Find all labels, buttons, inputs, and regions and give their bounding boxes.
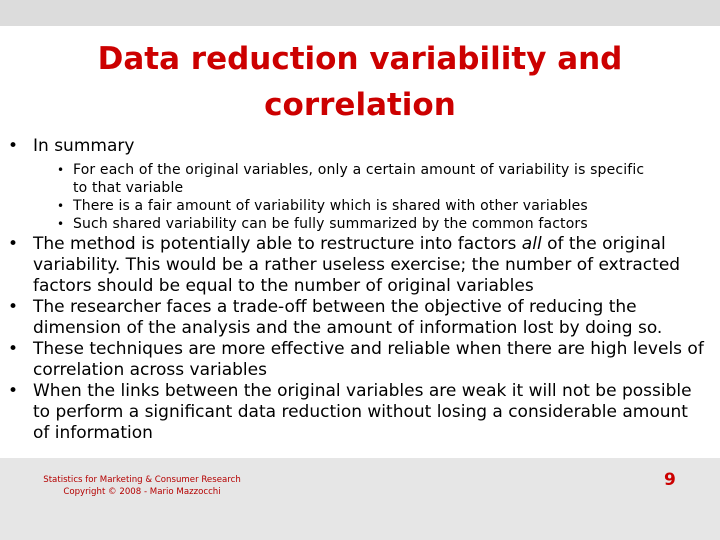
slide [0, 26, 720, 540]
bullet-text: In summary [33, 136, 135, 156]
footer-band [0, 458, 720, 540]
bullet-icon: • [8, 339, 19, 359]
sub-bullet-list [57, 161, 657, 233]
bullet-text-part: of the original variability. This would be a rather useless exercise; the number of extracted factors should be equal to the number of original variables [33, 234, 681, 296]
sub-bullet-text: Such shared variability can be fully summarized by the common factors [73, 216, 588, 232]
bullet-icon: • [8, 297, 19, 317]
sub-bullet-text: There is a fair amount of variability which is shared with other variables [73, 198, 588, 214]
bullet-icon: • [8, 136, 19, 156]
bullet-item [6, 136, 706, 157]
bullet-icon: • [8, 234, 19, 254]
sub-bullet-item [57, 161, 657, 197]
top-band [0, 0, 720, 26]
footer-line-1: Statistics for Marketing & Consumer Research [43, 475, 241, 485]
bullet-emphasis: all [521, 234, 542, 254]
sub-bullet-item [57, 197, 657, 215]
bullet-text-part: The method is potentially able to restructure into factors [33, 234, 522, 254]
page-number: 9 [664, 470, 676, 490]
bullet-text: When the links between the original variables are weak it will not be possible to perform a significant data reduction without losing a considerable amount of information [33, 381, 692, 443]
bullet-item [6, 381, 706, 444]
bullet-text: These techniques are more effective and reliable when there are high levels of correlation across variables [33, 339, 704, 380]
sub-bullet-item [57, 215, 657, 233]
bullet-text: The researcher faces a trade-off between the objective of reducing the dimension of the analysis and the amount of information lost by doing so. [33, 297, 663, 338]
sub-bullet-text: For each of the original variables, only a certain amount of variability is specific to that variable [73, 162, 645, 196]
footer-credits [32, 474, 252, 498]
bullet-item [6, 339, 706, 381]
footer-line-2: Copyright © 2008 - Mario Mazzocchi [63, 487, 221, 497]
bullet-icon: • [8, 381, 19, 401]
bullet-icon: • [57, 199, 65, 213]
bullet-item [6, 234, 706, 297]
slide-body [6, 136, 706, 444]
bullet-text [33, 234, 706, 297]
slide-title: Data reduction variability and correlation [97, 41, 623, 123]
bullet-icon: • [57, 217, 65, 231]
bullet-icon: • [57, 163, 65, 177]
bullet-item [6, 297, 706, 339]
